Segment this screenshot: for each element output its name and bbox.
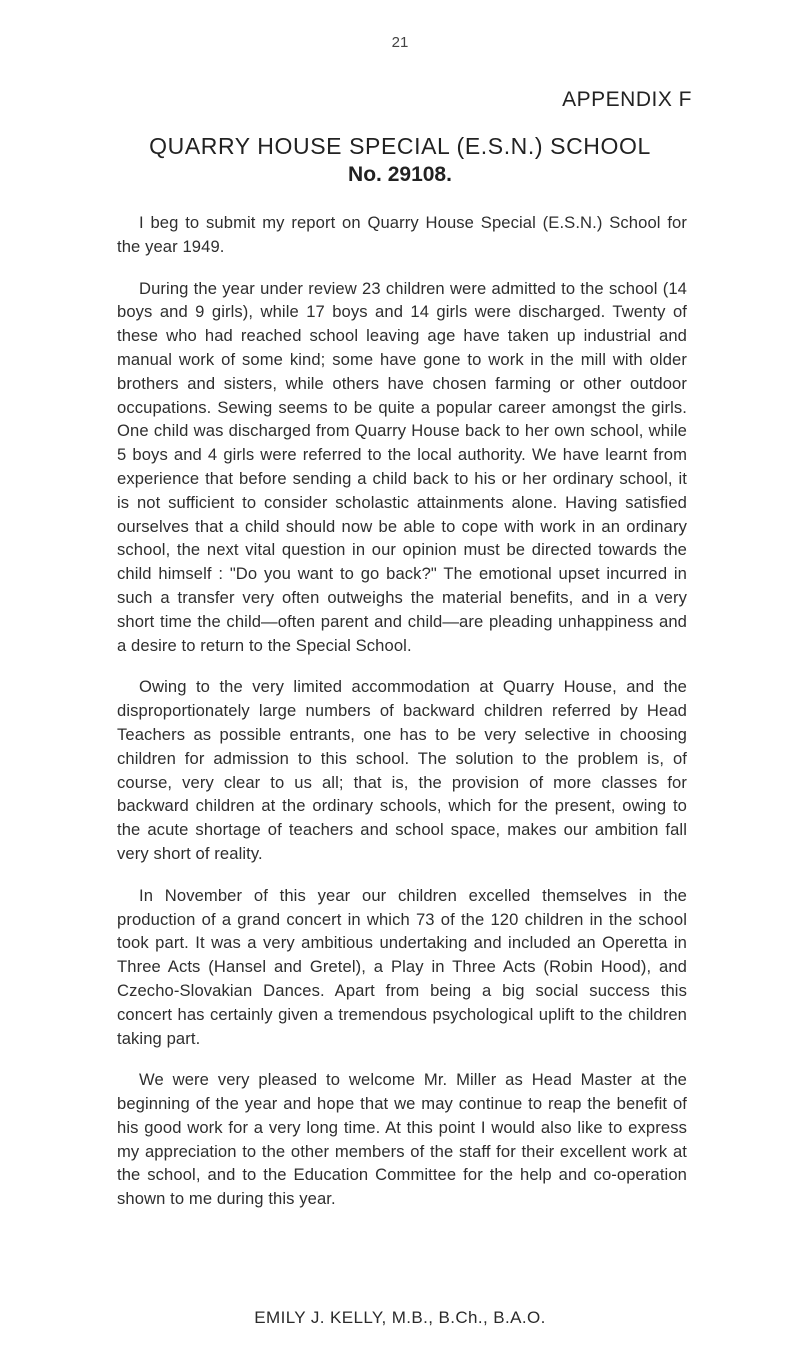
report-body: [117, 211, 687, 1229]
document-title: QUARRY HOUSE SPECIAL (E.S.N.) SCHOOL: [149, 133, 651, 159]
paragraph-staff: We were very pleased to welcome Mr. Miller as Head Master at the beginning of the year and hope that we may continue to reap the benefit of his good work for a very long time. At this point I would also like to express my appreciation to the other members of the staff for their excellent work at the school, and to the Education Committee for the help and co-operation shown to me during this year.: [117, 1070, 687, 1209]
paragraph-admissions: During the year under review 23 children were admitted to the school (14 boys and 9 girls), while 17 boys and 14 girls were discharged. Twenty of these who had reached school leaving age have taken up industrial and manual work of some kind; some have gone to work in the mill with older brothers and sisters, while others have chosen farming or other outdoor occupations. Sewing seems to be quite a popular career amongst the girls. One child was discharged from Quarry House back to her own school, while 5 boys and 4 girls were referred to the local authority. We have learnt from experience that before sending a child back to his or her ordinary school, it is not sufficient to consider scholastic attainments alone. Having satisfied ourselves that a child should now be able to cope with work in an ordinary school, the next vital question in our opinion must be directed towards the child himself : "Do you want to go back?" The emotional upset incurred in such a transfer very often outweighs the material benefits, and in a very short time the child—often parent and child—are pleading unhappiness and a desire to return to the Special School.: [117, 278, 687, 655]
appendix-label: APPENDIX F: [562, 88, 692, 111]
signature: EMILY J. KELLY, M.B., B.Ch., B.A.O.: [254, 1308, 546, 1327]
paragraph-intro: I beg to submit my report on Quarry House Special (E.S.N.) School for the year 1949.: [117, 213, 687, 256]
page-number: 21: [391, 34, 409, 51]
school-number: No. 29108.: [348, 163, 452, 186]
paragraph-accommodation: Owing to the very limited accommodation at Quarry House, and the disproportionately large numbers of backward children referred by Head Teachers as possible entrants, one has to be very selective in choosing children for admission to this school. The solution to the problem is, of course, very clear to us all; that is, the provision of more classes for backward children at the ordinary schools, which for the present, owing to the acute shortage of teachers and school space, makes our ambition fall very short of reality.: [117, 677, 687, 863]
paragraph-concert: In November of this year our children excelled themselves in the production of a grand concert in which 73 of the 120 children in the school took part. It was a very ambitious undertaking and included an Operetta in Three Acts (Hansel and Gretel), a Play in Three Acts (Robin Hood), and Czecho-Slovakian Dances. Apart from being a big social success this concert has certainly given a tremendous psychological uplift to the children taking part.: [117, 885, 687, 1048]
